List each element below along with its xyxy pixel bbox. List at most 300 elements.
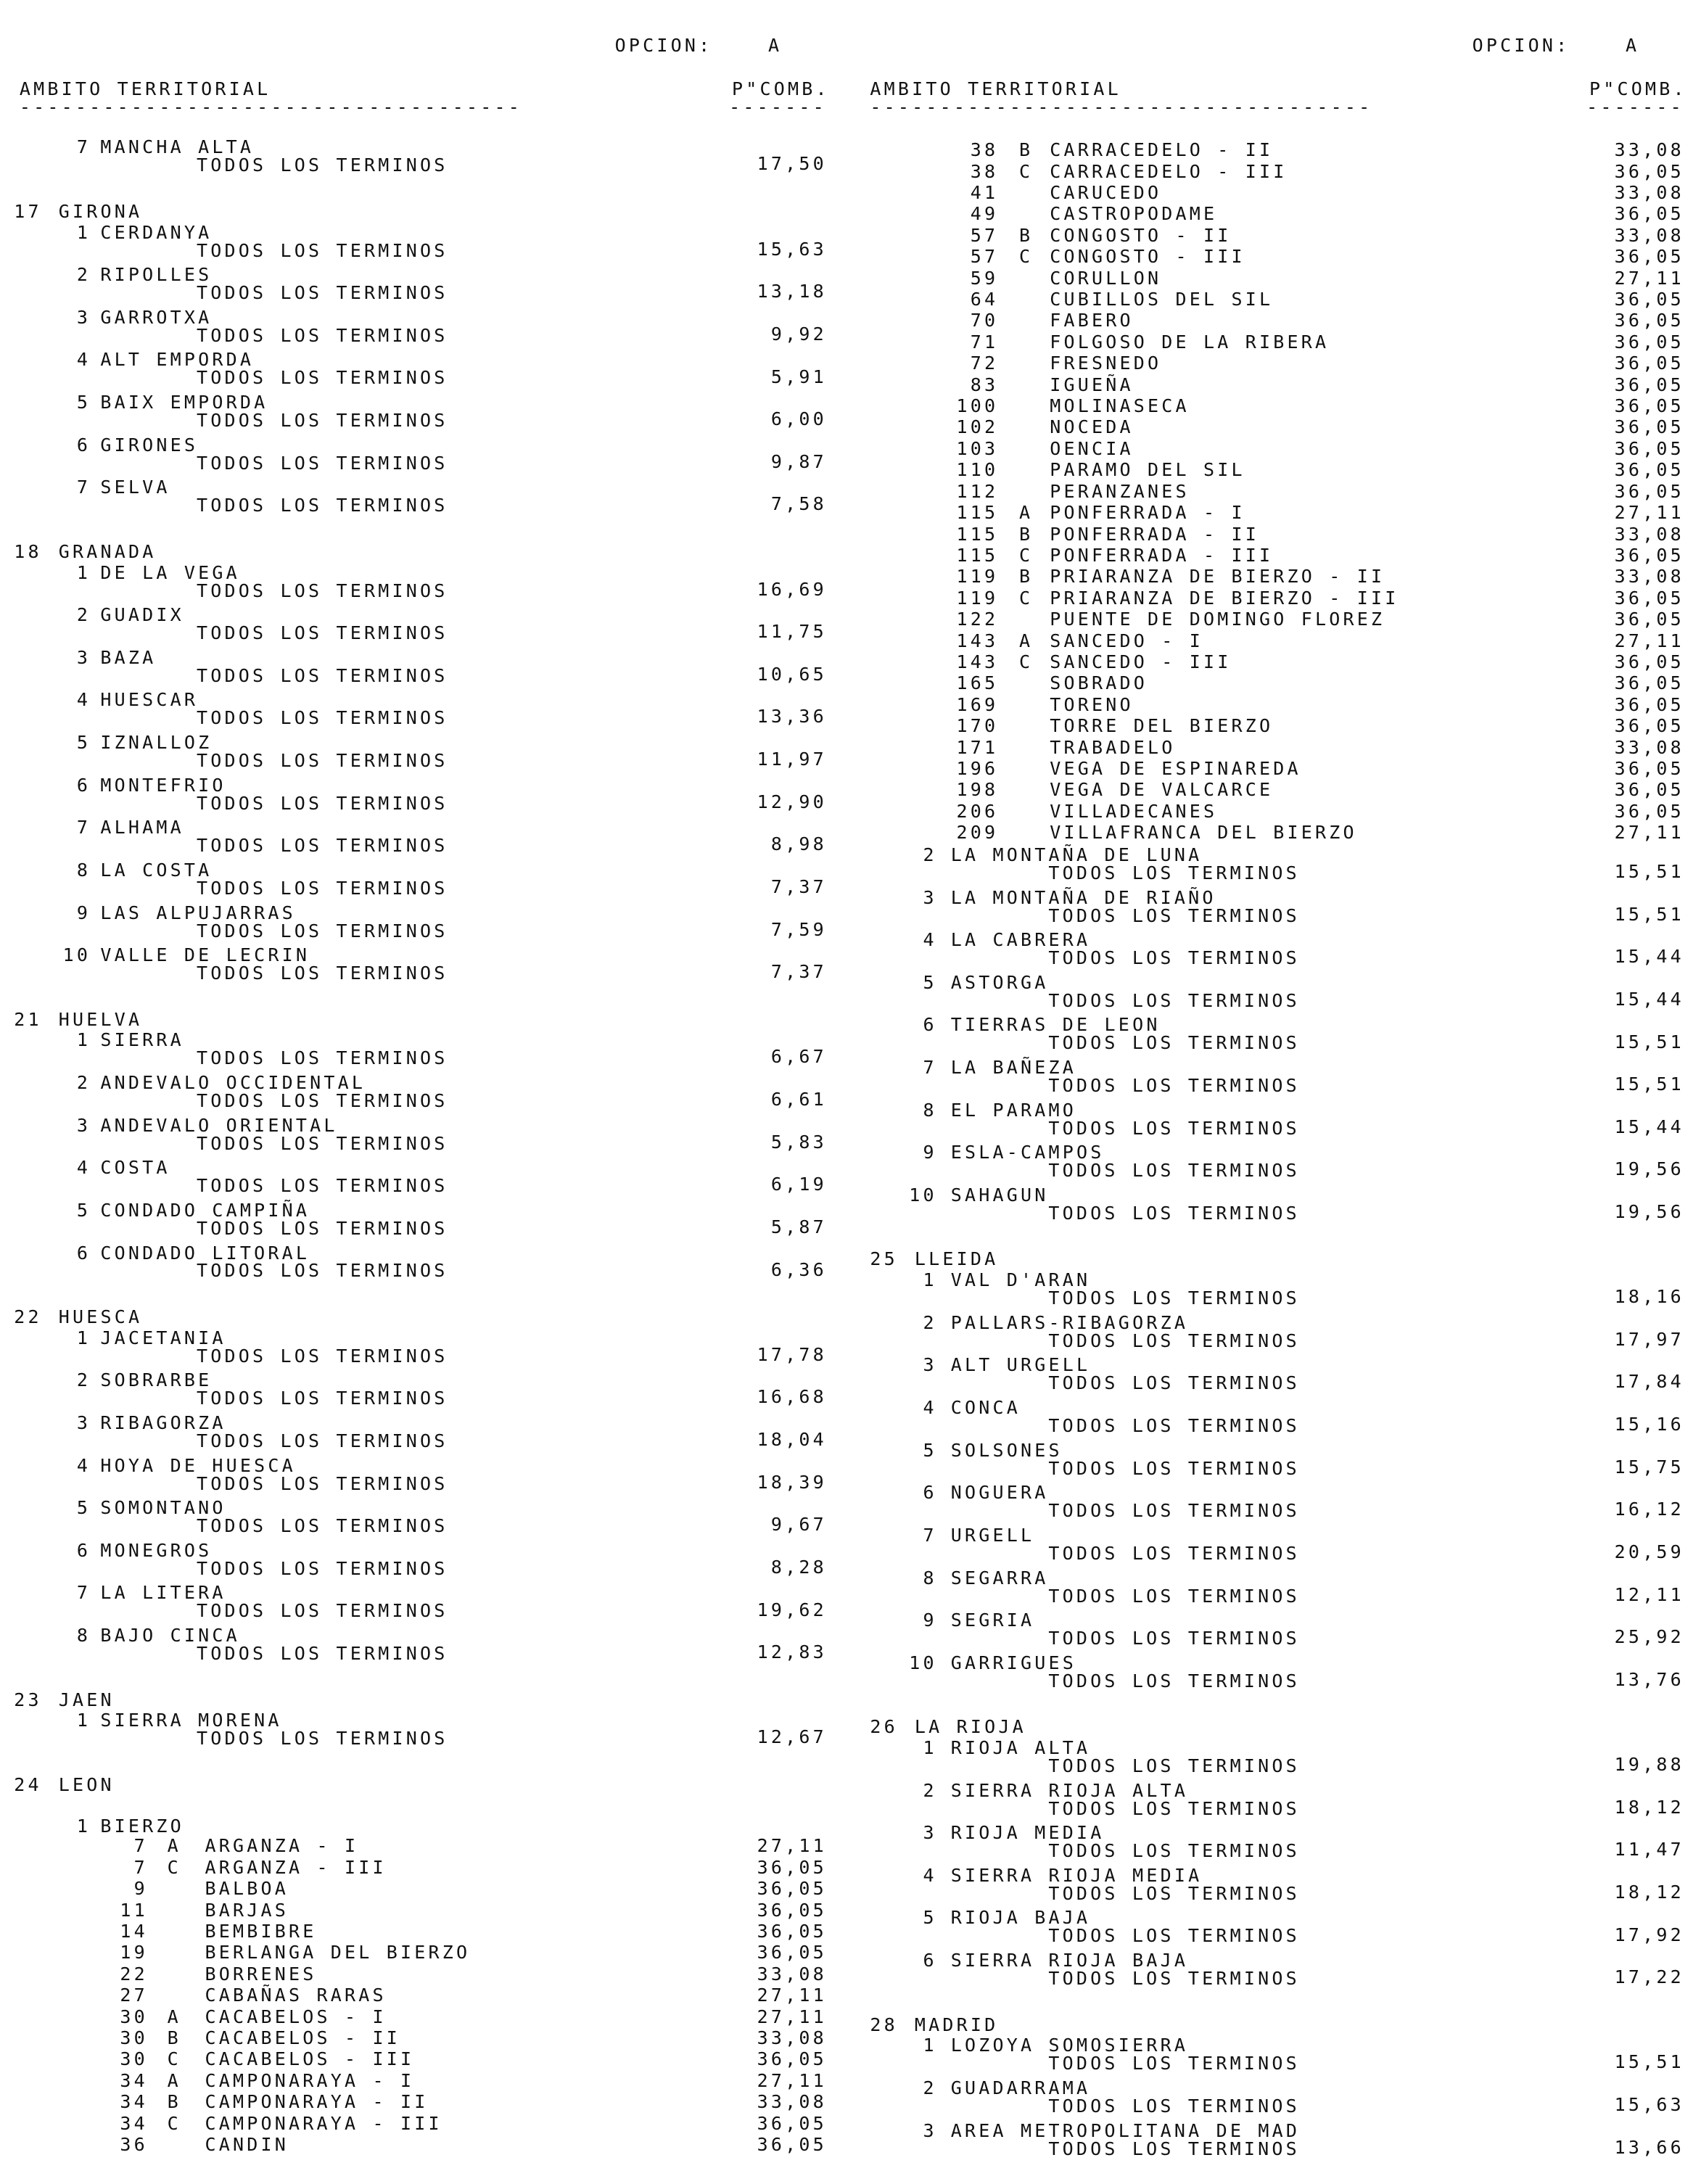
comarca-code: 1 (923, 1737, 937, 1758)
pcomb-value: 15,51 (1614, 1074, 1684, 1095)
pcomb-value: 36,05 (757, 1942, 827, 1963)
comarca-code: 3 (923, 2119, 937, 2141)
header-ambito-territorial: AMBITO TERRITORIAL (870, 78, 1121, 99)
comarca-code: 3 (923, 1822, 937, 1844)
opcion-value: A (1626, 35, 1640, 57)
header-rule: ------------------------------------ (19, 96, 522, 118)
pcomb-value: 33,08 (1614, 139, 1684, 161)
municipio-name: CACABELOS - I (205, 2006, 387, 2027)
todos-los-terminos: TODOS LOS TERMINOS (197, 1557, 448, 1579)
pcomb-value: 18,12 (1614, 1796, 1684, 1818)
todos-los-terminos: TODOS LOS TERMINOS (197, 877, 448, 899)
todos-los-terminos: TODOS LOS TERMINOS (1048, 2138, 1300, 2159)
pcomb-value: 36,05 (757, 2112, 827, 2134)
comarca-code: 4 (76, 1157, 91, 1179)
pcomb-value: 36,05 (757, 2134, 827, 2155)
pcomb-value: 11,75 (757, 621, 827, 643)
comarca-name: TIERRAS DE LEON (950, 1014, 1161, 1036)
municipio-letter: B (167, 2091, 181, 2113)
comarca-name: GUADARRAMA (950, 2077, 1091, 2098)
province-name: GIRONA (58, 200, 143, 222)
municipio-name: PERANZANES (1050, 480, 1190, 502)
pcomb-value: 6,00 (770, 408, 827, 430)
comarca-code: 3 (76, 1412, 91, 1433)
comarca-code: 6 (923, 1014, 937, 1036)
pcomb-value: 5,87 (770, 1216, 827, 1237)
pcomb-value: 20,59 (1614, 1541, 1684, 1562)
comarca-name: SIERRA RIOJA ALTA (950, 1779, 1189, 1801)
opcion-label: OPCION: (614, 35, 713, 57)
pcomb-value: 15,44 (1614, 1116, 1684, 1137)
comarca-code: 4 (76, 1454, 91, 1476)
todos-los-terminos: TODOS LOS TERMINOS (197, 1388, 448, 1409)
comarca-name: RIOJA ALTA (950, 1737, 1091, 1758)
pcomb-value: 6,36 (770, 1258, 827, 1280)
todos-los-terminos: TODOS LOS TERMINOS (197, 1260, 448, 1282)
municipio-letter: A (167, 2006, 181, 2027)
pcomb-value: 12,11 (1614, 1583, 1684, 1605)
province-name: HUELVA (58, 1008, 143, 1030)
municipio-letter: B (1018, 566, 1034, 588)
comarca-name: CERDANYA (100, 221, 213, 243)
todos-los-terminos: TODOS LOS TERMINOS (197, 239, 448, 261)
pcomb-value: 36,05 (1614, 715, 1684, 737)
comarca-name: SEGRIA (950, 1610, 1035, 1631)
pcomb-value: 13,66 (1614, 2136, 1684, 2158)
province-name: GRANADA (58, 540, 157, 562)
pcomb-value: 36,05 (1614, 246, 1684, 268)
comarca-name: RIOJA MEDIA (950, 1822, 1105, 1844)
comarca-name: SOMONTANO (100, 1497, 226, 1519)
municipio-name: NOCEDA (1050, 416, 1134, 438)
comarca-code: 6 (923, 1482, 937, 1504)
pcomb-value: 17,92 (1614, 1924, 1684, 1945)
municipio-code: 171 (956, 736, 999, 758)
pcomb-value: 15,51 (1614, 861, 1684, 883)
municipio-letter: C (1018, 651, 1034, 672)
pcomb-value: 33,08 (757, 2027, 827, 2048)
comarca-code: 4 (923, 929, 937, 951)
municipio-name: BARJAS (205, 1899, 289, 1921)
municipio-name: PUENTE DE DOMINGO FLOREZ (1050, 609, 1385, 630)
todos-los-terminos: TODOS LOS TERMINOS (197, 1515, 448, 1537)
comarca-name: BIERZO (100, 1816, 184, 1837)
municipio-code: 100 (956, 395, 999, 417)
municipio-code: 59 (970, 267, 999, 289)
province-code: 24 (14, 1773, 42, 1795)
pcomb-value: 27,11 (757, 1985, 827, 2006)
comarca-code: 5 (923, 971, 937, 993)
municipio-code: 30 (120, 2027, 148, 2048)
comarca-name: LA MONTAÑA DE LUNA (950, 844, 1203, 865)
comarca-name: HOYA DE HUESCA (100, 1454, 296, 1476)
todos-los-terminos: TODOS LOS TERMINOS (197, 835, 448, 857)
opcion-label: OPCION: (1472, 35, 1570, 57)
pcomb-value: 16,69 (757, 578, 827, 600)
opcion-value: A (768, 35, 783, 57)
comarca-name: ALHAMA (100, 817, 184, 838)
comarca-name: AREA METROPOLITANA DE MAD (950, 2119, 1301, 2141)
comarca-name: HUESCAR (100, 689, 199, 711)
comarca-code: 8 (76, 859, 91, 881)
pcomb-value: 36,05 (1614, 480, 1684, 502)
pcomb-value: 27,11 (757, 2006, 827, 2027)
comarca-code: 2 (76, 1072, 91, 1094)
pcomb-value: 36,05 (1614, 609, 1684, 630)
municipio-name: BALBOA (205, 1878, 289, 1900)
comarca-code: 5 (76, 1199, 91, 1221)
todos-los-terminos: TODOS LOS TERMINOS (1048, 904, 1300, 926)
pcomb-value: 36,05 (1614, 800, 1684, 822)
comarca-name: RIBAGORZA (100, 1412, 226, 1433)
comarca-name: SEGARRA (950, 1567, 1049, 1588)
municipio-code: 22 (120, 1963, 148, 1985)
municipio-name: ARGANZA - I (205, 1835, 359, 1857)
comarca-name: LA MONTAÑA DE RIAÑO (950, 886, 1216, 908)
comarca-name: NOGUERA (950, 1482, 1049, 1504)
municipio-name: CARRACEDELO - III (1050, 160, 1288, 182)
pcomb-value: 12,67 (757, 1726, 827, 1748)
comarca-code: 6 (76, 774, 91, 796)
comarca-code: 1 (923, 2035, 937, 2056)
pcomb-value: 9,92 (770, 323, 827, 345)
municipio-letter: C (167, 1856, 181, 1878)
municipio-code: 115 (956, 544, 999, 566)
municipio-code: 143 (956, 630, 999, 651)
pcomb-value: 15,51 (1614, 2051, 1684, 2073)
pcomb-value: 16,68 (757, 1386, 827, 1408)
municipio-name: CARRACEDELO - II (1050, 139, 1274, 161)
comarca-code: 2 (923, 2077, 937, 2098)
municipio-code: 70 (970, 310, 999, 331)
province-name: MADRID (914, 2014, 999, 2035)
comarca-code: 9 (923, 1610, 937, 1631)
municipio-code: 19 (120, 1942, 148, 1963)
pcomb-value: 7,59 (770, 918, 827, 940)
todos-los-terminos: TODOS LOS TERMINOS (197, 1345, 448, 1367)
comarca-name: SIERRA RIOJA MEDIA (950, 1864, 1203, 1886)
pcomb-value: 8,28 (770, 1556, 827, 1578)
municipio-name: TRABADELO (1050, 736, 1176, 758)
municipio-name: CANDIN (205, 2134, 289, 2155)
comarca-code: 6 (76, 434, 91, 456)
comarca-name: GARRIGUES (950, 1652, 1077, 1673)
comarca-code: 4 (76, 349, 91, 371)
todos-los-terminos: TODOS LOS TERMINOS (1048, 1330, 1300, 1351)
municipio-name: OENCIA (1050, 437, 1134, 459)
todos-los-terminos: TODOS LOS TERMINOS (197, 1728, 448, 1750)
province-code: 18 (14, 540, 42, 562)
municipio-code: 57 (970, 224, 999, 246)
todos-los-terminos: TODOS LOS TERMINOS (197, 580, 448, 601)
pcomb-value: 17,97 (1614, 1328, 1684, 1350)
todos-los-terminos: TODOS LOS TERMINOS (1048, 1202, 1300, 1224)
comarca-code: 5 (76, 392, 91, 413)
todos-los-terminos: TODOS LOS TERMINOS (1048, 1075, 1300, 1097)
pcomb-value: 15,16 (1614, 1414, 1684, 1435)
municipio-code: 7 (133, 1835, 148, 1857)
municipio-code: 64 (970, 289, 999, 310)
pcomb-value: 33,08 (1614, 566, 1684, 588)
comarca-name: SAHAGUN (950, 1184, 1049, 1206)
municipio-code: 119 (956, 587, 999, 609)
comarca-name: LA CABRERA (950, 929, 1091, 951)
pcomb-value: 15,75 (1614, 1456, 1684, 1478)
municipio-name: PONFERRADA - II (1050, 523, 1260, 545)
municipio-code: 41 (970, 182, 999, 203)
comarca-code: 2 (923, 844, 937, 865)
pcomb-value: 13,18 (757, 281, 827, 302)
comarca-name: MANCHA ALTA (100, 136, 255, 158)
comarca-code: 4 (923, 1397, 937, 1419)
municipio-name: VEGA DE ESPINAREDA (1050, 757, 1301, 779)
comarca-name: GUADIX (100, 604, 184, 626)
comarca-code: 8 (76, 1625, 91, 1647)
comarca-code: 9 (923, 1142, 937, 1163)
todos-los-terminos: TODOS LOS TERMINOS (197, 410, 448, 432)
comarca-name: BAIX EMPORDA (100, 392, 268, 413)
municipio-name: CACABELOS - II (205, 2027, 401, 2048)
todos-los-terminos: TODOS LOS TERMINOS (1048, 1117, 1300, 1139)
pcomb-value: 36,05 (1614, 437, 1684, 459)
comarca-name: ANDEVALO OCCIDENTAL (100, 1072, 366, 1094)
todos-los-terminos: TODOS LOS TERMINOS (1048, 1755, 1300, 1776)
municipio-code: 34 (120, 2091, 148, 2113)
municipio-code: 30 (120, 2048, 148, 2070)
municipio-name: TORRE DEL BIERZO (1050, 715, 1274, 737)
comarca-name: GARROTXA (100, 306, 213, 328)
todos-los-terminos: TODOS LOS TERMINOS (197, 622, 448, 644)
pcomb-value: 36,05 (1614, 779, 1684, 801)
municipio-name: PONFERRADA - I (1050, 502, 1245, 524)
municipio-code: 115 (956, 502, 999, 524)
municipio-name: ARGANZA - III (205, 1856, 387, 1878)
todos-los-terminos: TODOS LOS TERMINOS (197, 1217, 448, 1239)
comarca-code: 1 (76, 1710, 91, 1731)
comarca-name: JACETANIA (100, 1327, 226, 1348)
comarca-name: ALT URGELL (950, 1354, 1091, 1376)
pcomb-value: 25,92 (1614, 1626, 1684, 1648)
pcomb-value: 33,08 (1614, 182, 1684, 203)
municipio-name: VILLAFRANCA DEL BIERZO (1050, 822, 1357, 844)
municipio-code: 34 (120, 2069, 148, 2091)
pcomb-value: 18,16 (1614, 1286, 1684, 1308)
pcomb-value: 18,39 (757, 1471, 827, 1493)
comarca-name: ESLA-CAMPOS (950, 1142, 1105, 1163)
comarca-name: BAJO CINCA (100, 1625, 240, 1647)
todos-los-terminos: TODOS LOS TERMINOS (1048, 1500, 1300, 1522)
pcomb-value: 36,05 (1614, 331, 1684, 353)
comarca-name: SELVA (100, 477, 170, 498)
todos-los-terminos: TODOS LOS TERMINOS (1048, 862, 1300, 883)
pcomb-value: 15,44 (1614, 988, 1684, 1010)
comarca-code: 7 (76, 477, 91, 498)
todos-los-terminos: TODOS LOS TERMINOS (197, 664, 448, 686)
municipio-code: 83 (970, 374, 999, 395)
pcomb-value: 19,56 (1614, 1158, 1684, 1180)
municipio-name: SANCEDO - III (1050, 651, 1232, 672)
province-code: 22 (14, 1306, 42, 1327)
municipio-letter: B (1018, 139, 1034, 161)
todos-los-terminos: TODOS LOS TERMINOS (1048, 1925, 1300, 1947)
pcomb-value: 27,11 (757, 1835, 827, 1857)
municipio-code: 170 (956, 715, 999, 737)
pcomb-value: 16,12 (1614, 1499, 1684, 1520)
pcomb-value: 18,04 (757, 1429, 827, 1451)
municipio-code: 103 (956, 437, 999, 459)
municipio-letter: C (167, 2048, 181, 2070)
comarca-name: ALT EMPORDA (100, 349, 255, 371)
municipio-name: CARUCEDO (1050, 182, 1162, 203)
municipio-code: 34 (120, 2112, 148, 2134)
todos-los-terminos: TODOS LOS TERMINOS (1048, 1968, 1300, 1990)
pcomb-value: 13,36 (757, 706, 827, 728)
comarca-code: 4 (76, 689, 91, 711)
municipio-letter: B (1018, 224, 1034, 246)
pcomb-value: 27,11 (1614, 630, 1684, 651)
municipio-name: CASTROPODAME (1050, 203, 1218, 225)
municipio-letter: C (1018, 587, 1034, 609)
comarca-name: MONEGROS (100, 1539, 213, 1561)
comarca-name: VALLE DE LECRIN (100, 944, 310, 966)
pcomb-value: 33,08 (1614, 523, 1684, 545)
pcomb-value: 6,19 (770, 1174, 827, 1195)
municipio-name: CONGOSTO - II (1050, 224, 1232, 246)
pcomb-value: 36,05 (1614, 416, 1684, 438)
pcomb-value: 7,37 (770, 875, 827, 897)
municipio-code: 206 (956, 800, 999, 822)
municipio-code: 27 (120, 1985, 148, 2006)
pcomb-value: 36,05 (757, 2048, 827, 2070)
todos-los-terminos: TODOS LOS TERMINOS (197, 920, 448, 941)
todos-los-terminos: TODOS LOS TERMINOS (197, 707, 448, 729)
comarca-name: LA COSTA (100, 859, 213, 881)
municipio-code: 196 (956, 757, 999, 779)
province-name: HUESCA (58, 1306, 143, 1327)
municipio-name: BORRENES (205, 1963, 317, 1985)
todos-los-terminos: TODOS LOS TERMINOS (197, 282, 448, 304)
comarca-name: ANDEVALO ORIENTAL (100, 1114, 338, 1136)
municipio-letter: B (167, 2027, 181, 2048)
comarca-name: GIRONES (100, 434, 199, 456)
comarca-code: 1 (76, 1029, 91, 1051)
comarca-code: 10 (909, 1184, 937, 1206)
pcomb-value: 15,44 (1614, 946, 1684, 968)
comarca-name: IZNALLOZ (100, 732, 213, 754)
province-code: 26 (870, 1716, 898, 1738)
pcomb-value: 36,05 (1614, 160, 1684, 182)
municipio-name: CUBILLOS DEL SIL (1050, 289, 1274, 310)
province-code: 23 (14, 1689, 42, 1710)
municipio-name: FOLGOSO DE LA RIBERA (1050, 331, 1330, 353)
pcomb-value: 36,05 (1614, 651, 1684, 672)
municipio-name: CACABELOS - III (205, 2048, 415, 2070)
comarca-name: ASTORGA (950, 971, 1049, 993)
todos-los-terminos: TODOS LOS TERMINOS (1048, 1628, 1300, 1649)
municipio-letter: B (1018, 523, 1034, 545)
municipio-code: 209 (956, 822, 999, 844)
municipio-code: 57 (970, 246, 999, 268)
pcomb-value: 11,47 (1614, 1839, 1684, 1860)
todos-los-terminos: TODOS LOS TERMINOS (1048, 947, 1300, 969)
todos-los-terminos: TODOS LOS TERMINOS (197, 1047, 448, 1069)
comarca-code: 4 (923, 1864, 937, 1886)
municipio-code: 115 (956, 523, 999, 545)
todos-los-terminos: TODOS LOS TERMINOS (1048, 989, 1300, 1011)
municipio-code: 143 (956, 651, 999, 672)
comarca-name: CONDADO LITORAL (100, 1242, 310, 1264)
comarca-name: MONTEFRIO (100, 774, 226, 796)
municipio-letter: A (167, 2069, 181, 2091)
comarca-code: 7 (76, 1582, 91, 1604)
comarca-code: 1 (76, 221, 91, 243)
comarca-code: 2 (76, 264, 91, 286)
municipio-code: 198 (956, 779, 999, 801)
comarca-code: 3 (923, 1354, 937, 1376)
comarca-name: COSTA (100, 1157, 170, 1179)
pcomb-value: 36,05 (1614, 203, 1684, 225)
municipio-name: PRIARANZA DE BIERZO - III (1050, 587, 1399, 609)
todos-los-terminos: TODOS LOS TERMINOS (197, 750, 448, 772)
comarca-code: 6 (923, 1950, 937, 1971)
todos-los-terminos: TODOS LOS TERMINOS (1048, 1457, 1300, 1479)
todos-los-terminos: TODOS LOS TERMINOS (197, 367, 448, 389)
comarca-name: LA BAÑEZA (950, 1057, 1077, 1079)
comarca-name: SIERRA RIOJA BAJA (950, 1950, 1189, 1971)
pcomb-value: 36,05 (757, 1920, 827, 1942)
todos-los-terminos: TODOS LOS TERMINOS (1048, 1670, 1300, 1691)
pcomb-value: 17,50 (757, 153, 827, 175)
header-rule: ------- (1586, 96, 1684, 118)
comarca-code: 8 (923, 1099, 937, 1121)
comarca-code: 3 (923, 886, 937, 908)
province-code: 21 (14, 1008, 42, 1030)
municipio-code: 7 (133, 1856, 148, 1878)
province-code: 17 (14, 200, 42, 222)
pcomb-value: 11,97 (757, 749, 827, 770)
comarca-name: DE LA VEGA (100, 561, 240, 583)
pcomb-value: 36,05 (1614, 544, 1684, 566)
todos-los-terminos: TODOS LOS TERMINOS (1048, 2095, 1300, 2117)
pcomb-value: 9,67 (770, 1514, 827, 1536)
todos-los-terminos: TODOS LOS TERMINOS (1048, 1415, 1300, 1437)
municipio-code: 122 (956, 609, 999, 630)
municipio-name: PONFERRADA - III (1050, 544, 1274, 566)
municipio-name: VEGA DE VALCARCE (1050, 779, 1274, 801)
comarca-code: 10 (62, 944, 91, 966)
pcomb-value: 33,08 (757, 1963, 827, 1985)
pcomb-value: 27,11 (1614, 502, 1684, 524)
comarca-code: 1 (76, 1327, 91, 1348)
pcomb-value: 36,05 (1614, 353, 1684, 374)
header-ambito-territorial: AMBITO TERRITORIAL (19, 78, 271, 99)
comarca-code: 5 (76, 732, 91, 754)
todos-los-terminos: TODOS LOS TERMINOS (197, 1600, 448, 1622)
pcomb-value: 12,83 (757, 1641, 827, 1663)
comarca-code: 3 (76, 1114, 91, 1136)
municipio-letter: C (1018, 246, 1034, 268)
comarca-code: 1 (76, 561, 91, 583)
municipio-code: 11 (120, 1899, 148, 1921)
municipio-name: FABERO (1050, 310, 1134, 331)
comarca-code: 5 (76, 1497, 91, 1519)
header-pcomb: P"COMB. (731, 78, 830, 99)
comarca-code: 6 (76, 1539, 91, 1561)
pcomb-value: 27,11 (757, 2069, 827, 2091)
municipio-letter: C (167, 2112, 181, 2134)
pcomb-value: 7,58 (770, 493, 827, 515)
comarca-name: URGELL (950, 1524, 1035, 1546)
